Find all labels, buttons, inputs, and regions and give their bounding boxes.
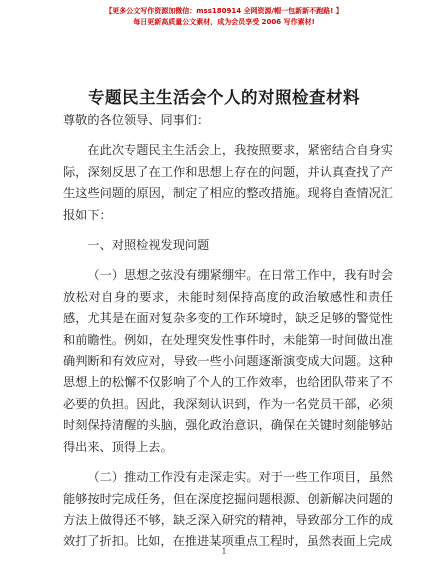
section-heading: 一、对照检视发现问题 [87, 238, 210, 253]
promo-line-1: 【更多公文写作资源加微信：mss180914 全网资源/帽一包新新不跑路! 】 [105, 7, 343, 15]
paragraph-1: （一）思想之弦没有绷紧绷牢。在日常工作中，我有时会放松对自身的要求，未能时刻保持高度的政治敏感性和责任感，尤其是在面对复杂多变的工作环境时，缺乏足够的警觉性和前瞻性。例如，在处理突发性事件时，未能第一时间做出准确判断和有效应对，导致一些小问题逐渐演变成大问题。这种思想上的松懈不仅影响了个人的工作效率，也给团队带来了不必要的负担。因此，我深刻认识到，作为一名党员干部，必须时刻保持清醒的头脑，强化政治意识，确保在关键时刻能够站得出来、顶得上去。 [63, 268, 393, 454]
document-title: 专题民主生活会个人的对照检查材料 [88, 88, 360, 107]
page-number: 1 [221, 547, 227, 556]
intro-paragraph: 在此次专题民主生活会上，我按照要求，紧密结合自身实际，深刻反思了在工作和思想上存在的问题，并认真查找了产生这些问题的原因，制定了相应的整改措施。现将自查情况汇报如下： [63, 143, 393, 222]
promo-line-2: 每日更新高质量公文素材，成为会员享受 2006 写作素材! [133, 18, 315, 26]
promo-banner [0, 6, 448, 28]
paragraph-2: （二）推动工作没有走深走实。对于一些工作项目，虽然能够按时完成任务，但在深度挖掘问题根源、创新解决问题的方法上做得还不够，缺乏深入研究的精神，导致部分工作的成效打了折扣。比如，在推进某项重点工程时，虽然表面上完成 [63, 470, 393, 549]
document-body [63, 110, 393, 553]
greeting: 尊敬的各位领导、同事们： [63, 113, 210, 127]
